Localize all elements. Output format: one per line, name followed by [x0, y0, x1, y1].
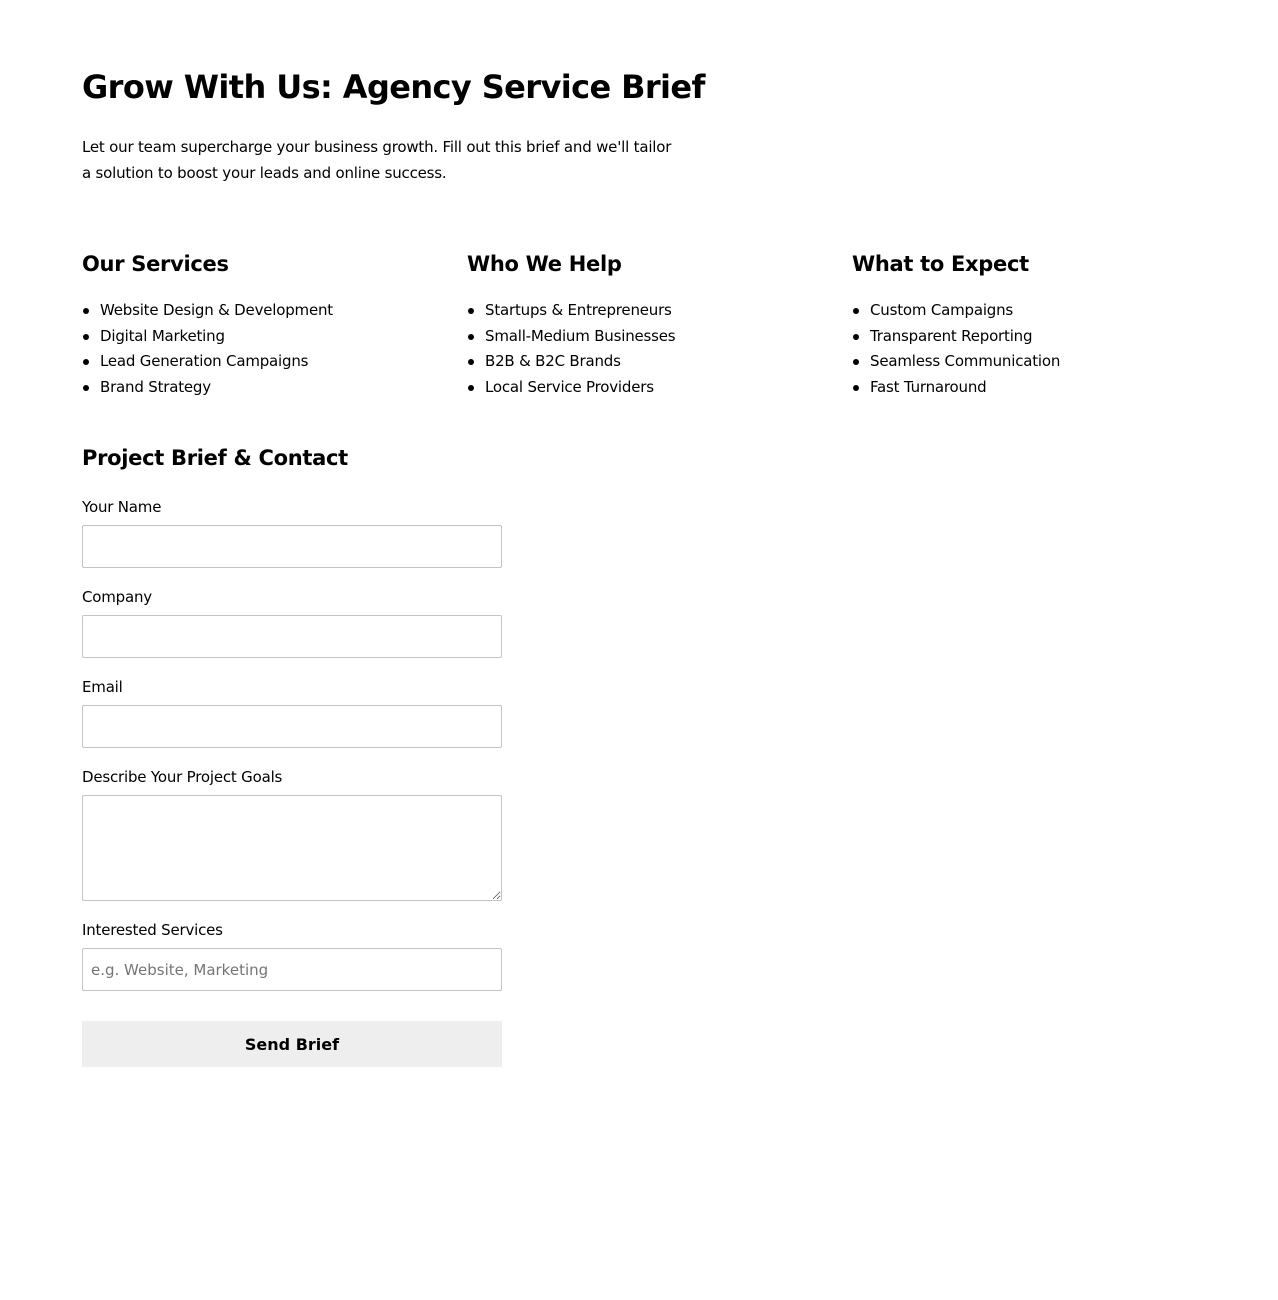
intro-text: Let our team supercharge your business growth. Fill out this brief and we'll tailor a solution to boost your leads and online success.: [82, 138, 672, 182]
list-item-label: Startups & Entrepreneurs: [485, 301, 672, 319]
list-item-label: B2B & B2C Brands: [485, 352, 621, 371]
name-label: Your Name: [82, 498, 162, 516]
bullet-icon: [468, 385, 474, 391]
list-item-label: Local Service Providers: [485, 378, 654, 397]
project-goals-label: Describe Your Project Goals: [82, 768, 283, 786]
project-goals-textarea[interactable]: [82, 795, 502, 901]
email-input[interactable]: [82, 705, 502, 748]
list-item: [852, 349, 1212, 375]
page-title: Grow With Us: Agency Service Brief: [82, 68, 705, 106]
list-item: [852, 375, 1212, 401]
interested-services-input[interactable]: [82, 948, 502, 991]
list-item-label: Website Design & Development: [100, 301, 333, 319]
list-item: [467, 324, 827, 350]
bullet-icon: [83, 334, 89, 340]
what-to-expect-column: [852, 252, 1212, 401]
bullet-icon: [853, 334, 859, 340]
bullet-icon: [468, 308, 474, 314]
bullet-icon: [83, 308, 89, 314]
who-we-help-heading: Who We Help: [467, 252, 622, 276]
bullet-icon: [83, 359, 89, 365]
list-item-label: Seamless Communication: [870, 352, 1061, 371]
list-item: [82, 349, 442, 375]
list-item: [852, 298, 1212, 324]
bullet-icon: [853, 385, 859, 391]
bullet-icon: [853, 308, 859, 314]
list-item-label: Brand Strategy: [100, 378, 211, 397]
services-column: [82, 252, 442, 401]
list-item: [82, 324, 442, 350]
bullet-icon: [468, 334, 474, 340]
list-item-label: Lead Generation Campaigns: [100, 352, 309, 371]
list-item: [467, 349, 827, 375]
list-item-label: Custom Campaigns: [870, 301, 1014, 319]
bullet-icon: [83, 385, 89, 391]
services-list: [82, 298, 442, 401]
list-item-label: Small-Medium Businesses: [485, 326, 676, 345]
services-heading: Our Services: [82, 252, 229, 276]
company-input[interactable]: [82, 615, 502, 658]
list-item: [82, 298, 442, 324]
send-brief-button[interactable]: Send Brief: [82, 1021, 502, 1067]
list-item-label: Transparent Reporting: [870, 326, 1033, 345]
company-label: Company: [82, 588, 152, 606]
list-item: [467, 375, 827, 401]
list-item: [467, 298, 827, 324]
bullet-icon: [853, 359, 859, 365]
list-item-label: Digital Marketing: [100, 326, 225, 345]
who-we-help-list: [467, 298, 827, 401]
name-input[interactable]: [82, 525, 502, 568]
email-label: Email: [82, 678, 123, 696]
form-title: Project Brief & Contact: [82, 446, 348, 470]
what-to-expect-list: [852, 298, 1212, 401]
interested-services-label: Interested Services: [82, 921, 223, 939]
bullet-icon: [468, 359, 474, 365]
list-item-label: Fast Turnaround: [870, 378, 987, 397]
list-item: [852, 324, 1212, 350]
list-item: [82, 375, 442, 401]
what-to-expect-heading: What to Expect: [852, 252, 1029, 276]
who-we-help-column: [467, 252, 827, 401]
